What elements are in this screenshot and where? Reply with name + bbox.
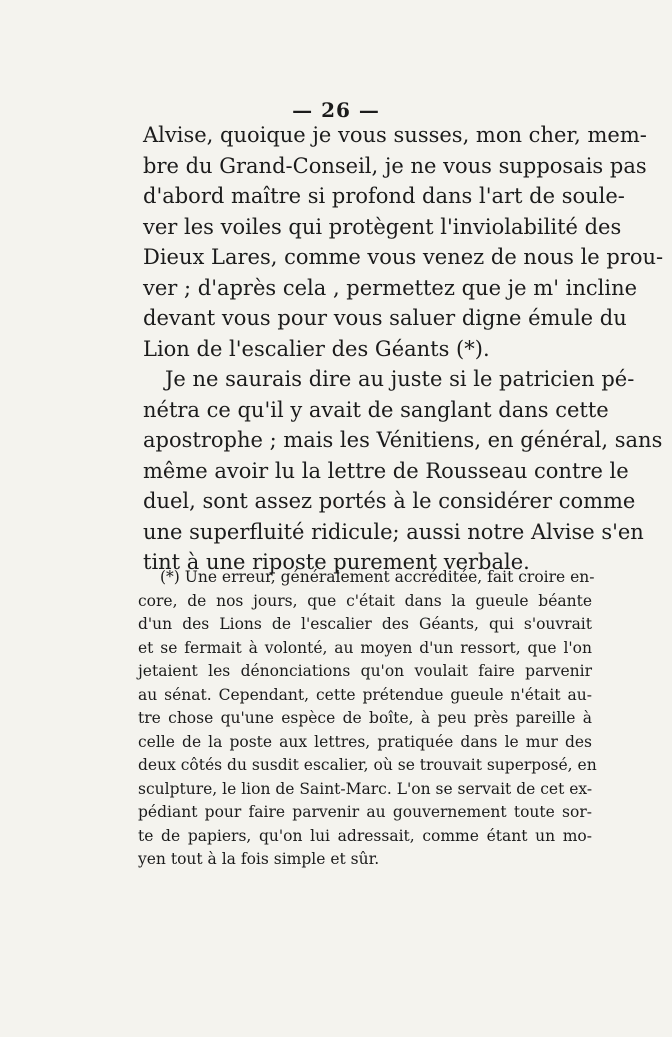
text-line: d'abord maître si profond dans l'art de soule- [143, 184, 625, 208]
text-line: tint à une riposte purement verbale. [143, 550, 530, 574]
footnote-line: jetaient les dénonciations qu'on voulait faire parvenir [138, 662, 592, 680]
footnote-line: yen tout à la fois simple et sûr. [138, 850, 380, 868]
footnote-line: et se fermait à volonté, au moyen d'un ressort, que l'on [138, 638, 592, 657]
text-line: nétra ce qu'il y avait de sanglant dans cette [143, 397, 609, 422]
text-line: Lion de l'escalier des Géants (*). [143, 336, 490, 361]
text-line: bre du Grand-Conseil, je ne vous supposais pas [143, 153, 647, 178]
footnote [138, 566, 597, 872]
footnote-line: (*) Une erreur, généralement accréditée, fait croire en- [160, 568, 595, 586]
footnote-line: celle de la poste aux lettres, pratiquée dans le mur des [138, 732, 592, 751]
footnote-line: pédiant pour faire parvenir au gouvernement toute sor- [138, 803, 592, 821]
footnote-line: deux côtés du susdit escalier, où se trouvait superposé, en [138, 756, 597, 774]
text-line: ver les voiles qui protègent l'inviolabilité des [143, 214, 622, 239]
text-line: Je ne saurais dire au juste si le patricien pé- [165, 367, 635, 391]
footnote-line: au sénat. Cependant, cette prétendue gueule n'était au- [138, 685, 592, 704]
footnote-line: d'un des Lions de l'escalier des Géants, qui s'ouvrait [138, 615, 592, 633]
text-line: Alvise, quoique je vous susses, mon cher, mem- [143, 123, 647, 147]
footnote-line: core, de nos jours, que c'était dans la gueule béante [138, 591, 592, 610]
text-line: duel, sont assez portés à le considérer comme [143, 489, 636, 513]
footnote-line: tre chose qu'une espèce de boîte, à peu près pareille à [138, 709, 592, 727]
text-line: ver ; d'après cela , permettez que je m' incline [143, 275, 638, 300]
text-line: une superfluité ridicule; aussi notre Alvise s'en [143, 519, 644, 544]
body-text [143, 120, 664, 578]
text-line: devant vous pour vous saluer digne émule du [143, 306, 627, 330]
text-line: Dieux Lares, comme vous venez de nous le prou- [143, 245, 664, 269]
text-line: apostrophe ; mais les Vénitiens, en général, sans [143, 428, 663, 452]
page-number: — 26 — [292, 98, 380, 122]
footnote-line: sculpture, le lion de Saint-Marc. L'on se servait de cet ex- [138, 779, 593, 798]
footnote-line: te de papiers, qu'on lui adressait, comme étant un mo- [138, 826, 592, 845]
text-line: même avoir lu la lettre de Rousseau contre le [143, 458, 629, 483]
